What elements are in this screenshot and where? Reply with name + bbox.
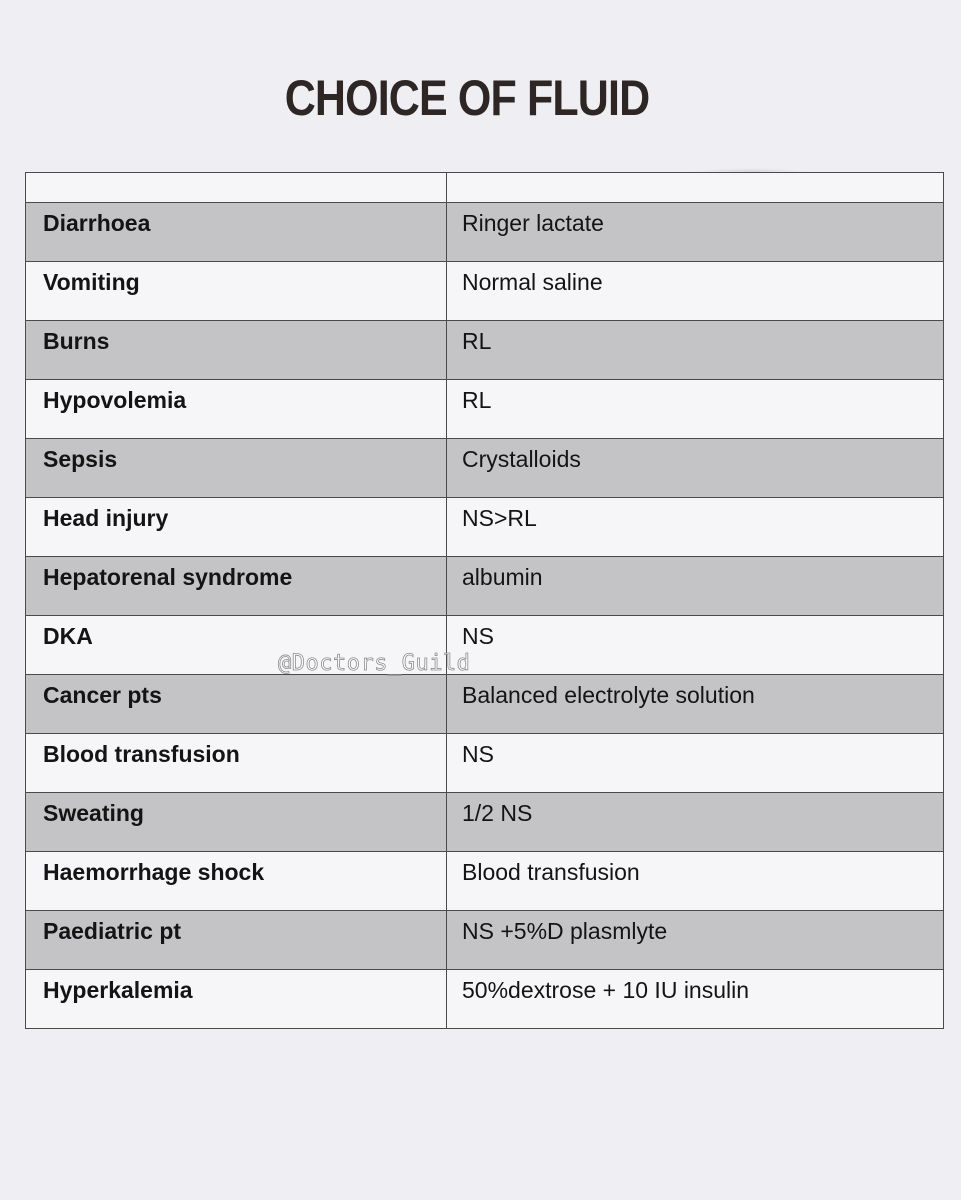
condition-text: Haemorrhage shock — [43, 859, 265, 885]
fluid-text: Ringer lactate — [462, 210, 604, 236]
condition-cell — [26, 380, 447, 439]
fluid-choice-table — [25, 172, 944, 1029]
condition-text: DKA — [43, 623, 93, 649]
condition-text: Diarrhoea — [43, 210, 151, 236]
fluid-text: NS>RL — [462, 505, 537, 531]
fluid-text: Normal saline — [462, 269, 603, 295]
condition-cell — [26, 439, 447, 498]
fluid-text: NS — [462, 741, 494, 767]
table-row — [26, 793, 944, 852]
watermark: @Doctors_Guild — [278, 651, 471, 676]
header-cell-fluid — [447, 173, 944, 203]
condition-cell — [26, 498, 447, 557]
condition-cell — [26, 734, 447, 793]
fluid-cell — [447, 970, 944, 1029]
table-row — [26, 852, 944, 911]
fluid-cell — [447, 734, 944, 793]
condition-text: Hepatorenal syndrome — [43, 564, 293, 590]
table-row — [26, 616, 944, 675]
fluid-cell — [447, 852, 944, 911]
condition-text: Hypovolemia — [43, 387, 187, 413]
condition-cell — [26, 262, 447, 321]
condition-text: Vomiting — [43, 269, 140, 295]
table-row — [26, 380, 944, 439]
fluid-cell — [447, 793, 944, 852]
header-cell-condition — [26, 173, 447, 203]
condition-text: Paediatric pt — [43, 918, 182, 944]
fluid-text: RL — [462, 387, 492, 413]
table-row — [26, 439, 944, 498]
table-row — [26, 498, 944, 557]
table-row — [26, 321, 944, 380]
table-row — [26, 911, 944, 970]
condition-cell — [26, 970, 447, 1029]
fluid-text: 50%dextrose + 10 IU insulin — [462, 977, 750, 1003]
fluid-cell — [447, 675, 944, 734]
condition-cell — [26, 675, 447, 734]
table-header-row — [26, 173, 944, 203]
fluid-text: NS — [462, 623, 494, 649]
fluid-cell — [447, 439, 944, 498]
fluid-cell — [447, 203, 944, 262]
condition-cell — [26, 911, 447, 970]
table-row — [26, 203, 944, 262]
table-row — [26, 675, 944, 734]
fluid-cell — [447, 380, 944, 439]
fluid-text: Balanced electrolyte solution — [462, 682, 755, 708]
fluid-text: 1/2 NS — [462, 800, 533, 826]
fluid-text: albumin — [462, 564, 543, 590]
page-title: CHOICE OF FLUID — [284, 70, 650, 126]
fluid-cell — [447, 557, 944, 616]
condition-text: Cancer pts — [43, 682, 162, 708]
table-row — [26, 970, 944, 1029]
condition-text: Sepsis — [43, 446, 118, 472]
table-row — [26, 262, 944, 321]
table-row — [26, 734, 944, 793]
condition-cell — [26, 852, 447, 911]
fluid-cell — [447, 498, 944, 557]
condition-cell — [26, 321, 447, 380]
fluid-cell — [447, 321, 944, 380]
fluid-cell — [447, 616, 944, 675]
fluid-text: Blood transfusion — [462, 859, 640, 885]
fluid-cell — [447, 262, 944, 321]
condition-text: Head injury — [43, 505, 169, 531]
condition-cell — [26, 793, 447, 852]
condition-text: Blood transfusion — [43, 741, 240, 767]
fluid-text: Crystalloids — [462, 446, 581, 472]
condition-cell — [26, 203, 447, 262]
fluid-text: RL — [462, 328, 492, 354]
condition-text: Burns — [43, 328, 110, 354]
table-row — [26, 557, 944, 616]
condition-cell — [26, 557, 447, 616]
condition-text: Hyperkalemia — [43, 977, 193, 1003]
fluid-cell — [447, 911, 944, 970]
condition-text: Sweating — [43, 800, 144, 826]
fluid-text: NS +5%D plasmlyte — [462, 918, 668, 944]
